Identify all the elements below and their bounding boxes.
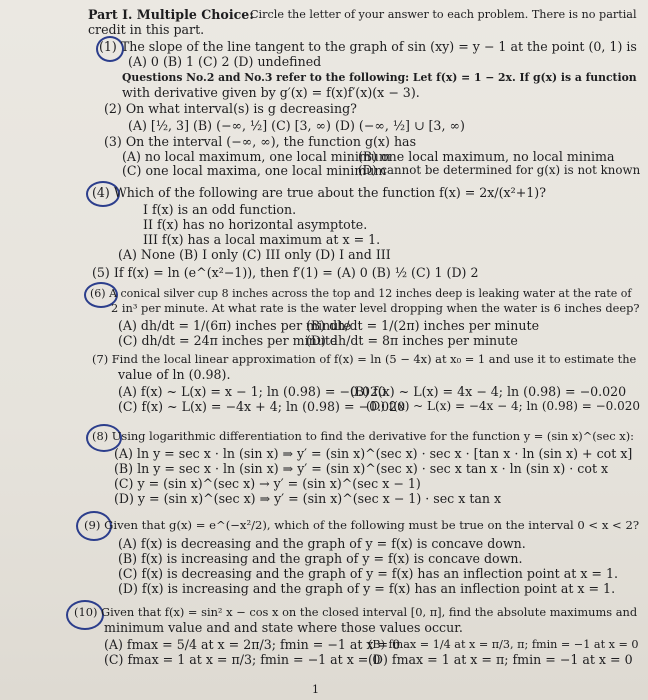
q10-choice-a: (A) fmax = 5/4 at x = 2π/3; fmin = −1 at x = 0 xyxy=(104,637,401,652)
q23-intro-cont: with derivative given by g′(x) = f(x)f′(x)(x − 3). xyxy=(122,85,420,100)
q3-choice-c: (C) one local maxima, one local minimum xyxy=(122,163,387,178)
q4-statement-ii: II f(x) has no horizontal asymptote. xyxy=(143,217,368,232)
q7-choice-c: (C) f(x) ~ L(x) = −4x + 4; ln (0.98) = −0.020 xyxy=(118,399,406,414)
part-title: Part I. Multiple Choice: xyxy=(88,7,254,22)
q3-choice-d: (D) cannot be determined for g(x) is not known xyxy=(358,163,641,177)
q8-stem: (8) Using logarithmic differentiation to find the derivative for the function y = (sin x)^(sec x): xyxy=(92,429,634,443)
q7-choice-d: (D) f(x) ~ L(x) = −4x − 4; ln (0.98) = −0.020 xyxy=(366,399,641,413)
q4-stem: (4) Which of the following are true about the function f(x) = 2x/(x²+1)? xyxy=(92,185,546,200)
q8-choice-a: (A) ln y = sec x · ln (sin x) ⇒ y′ = (sin x)^(sec x) · sec x · [tan x · ln (sin x) + cot x] xyxy=(114,446,633,461)
q23-intro: Questions No.2 and No.3 refer to the following: Let f(x) = 1 − 2x. If g(x) is a function xyxy=(122,71,637,84)
q7-stem-cont: value of ln (0.98). xyxy=(118,367,231,382)
q9-stem: (9) Given that g(x) = e^(−x²/2), which of the following must be true on the interval 0 < x < 2? xyxy=(84,518,640,532)
q6-stem: (6) A conical silver cup 8 inches across the top and 12 inches deep is leaking water at the rate of xyxy=(90,287,632,300)
q4-statement-iii: III f(x) has a local maximum at x = 1. xyxy=(143,232,381,247)
q3-stem: (3) On the interval (−∞, ∞), the function g(x) has xyxy=(104,134,417,149)
q2-choices: (A) [½, 3] (B) (−∞, ½] (C) [3, ∞) (D) (−∞, ½] ∪ [3, ∞) xyxy=(128,118,465,133)
q4-statement-i: I f(x) is an odd function. xyxy=(143,202,297,217)
q9-choice-c: (C) f(x) is decreasing and the graph of y = f(x) has an inflection point at x = 1. xyxy=(118,566,618,581)
q3-choice-a: (A) no local maximum, one local minimum xyxy=(122,149,391,164)
q10-choice-d: (D) fmax = 1 at x = π; fmin = −1 at x = 0 xyxy=(368,652,633,667)
instructions-cont: credit in this part. xyxy=(88,22,205,37)
q6-choice-a: (A) dh/dt = 1/(6π) inches per minute xyxy=(118,318,351,333)
q10-choice-c: (C) fmax = 1 at x = π/3; fmin = −1 at x = 0 xyxy=(104,652,381,667)
q6-choice-d: (D) dh/dt = 8π inches per minute xyxy=(306,333,518,348)
q7-choice-a: (A) f(x) ~ L(x) = x − 1; ln (0.98) = −0.020 xyxy=(118,384,387,399)
q4-choices: (A) None (B) I only (C) III only (D) I and III xyxy=(118,247,391,262)
q6-choice-c: (C) dh/dt = 24π inches per minute xyxy=(118,333,338,348)
q1-choices: (A) 0 (B) 1 (C) 2 (D) undefined xyxy=(128,54,322,69)
q9-choice-a: (A) f(x) is decreasing and the graph of y = f(x) is concave down. xyxy=(118,536,526,551)
q2-stem: (2) On what interval(s) is g decreasing? xyxy=(104,101,357,116)
q7-stem: (7) Find the local linear approximation of f(x) = ln (5 − 4x) at x₀ = 1 and use it to estimate the xyxy=(92,352,637,366)
q6-choice-b: (B) dh/dt = 1/(2π) inches per minute xyxy=(306,318,540,333)
q8-choice-d: (D) y = (sin x)^(sec x) ⇒ y′ = (sin x)^(sec x − 1) · sec x tan x xyxy=(114,491,502,506)
q9-choice-d: (D) f(x) is increasing and the graph of y = f(x) has an inflection point at x = 1. xyxy=(118,581,616,596)
q6-stem-cont: 2 in³ per minute. At what rate is the water level dropping when the water is 6 inches deep? xyxy=(111,301,640,315)
q3-choice-b: (B) one local maximum, no local minima xyxy=(358,149,615,164)
q10-choice-b: (B) fmax = 1/4 at x = π/3, π; fmin = −1 at x = 0 xyxy=(368,638,639,651)
q8-choice-c: (C) y = (sin x)^(sec x) → y′ = (sin x)^(sec x − 1) xyxy=(114,476,421,491)
q5-stem: (5) If f(x) = ln (e^(x²−1)), then f′(1) = (A) 0 (B) ½ (C) 1 (D) 2 xyxy=(92,265,479,280)
q8-choice-b: (B) ln y = sec x · ln (sin x) ⇒ y′ = (sin x)^(sec x) · sec x tan x · ln (sin x) · cot x xyxy=(114,461,609,476)
q1-stem: (1) The slope of the line tangent to the graph of sin (xy) = y − 1 at the point (0, 1) is xyxy=(99,39,637,54)
q9-choice-b: (B) f(x) is increasing and the graph of y = f(x) is concave down. xyxy=(118,551,523,566)
instructions: Circle the letter of your answer to each problem. There is no partial xyxy=(250,8,637,21)
q10-stem: (10) Given that f(x) = sin² x − cos x on the closed interval [0, π], find the absolute maximums and xyxy=(74,605,638,619)
q10-stem-cont: minimum value and and state where those values occur. xyxy=(104,620,463,635)
q7-choice-b: (B) f(x) ~ L(x) = 4x − 4; ln (0.98) = −0.020 xyxy=(350,384,627,399)
page-number: 1 xyxy=(312,683,319,696)
